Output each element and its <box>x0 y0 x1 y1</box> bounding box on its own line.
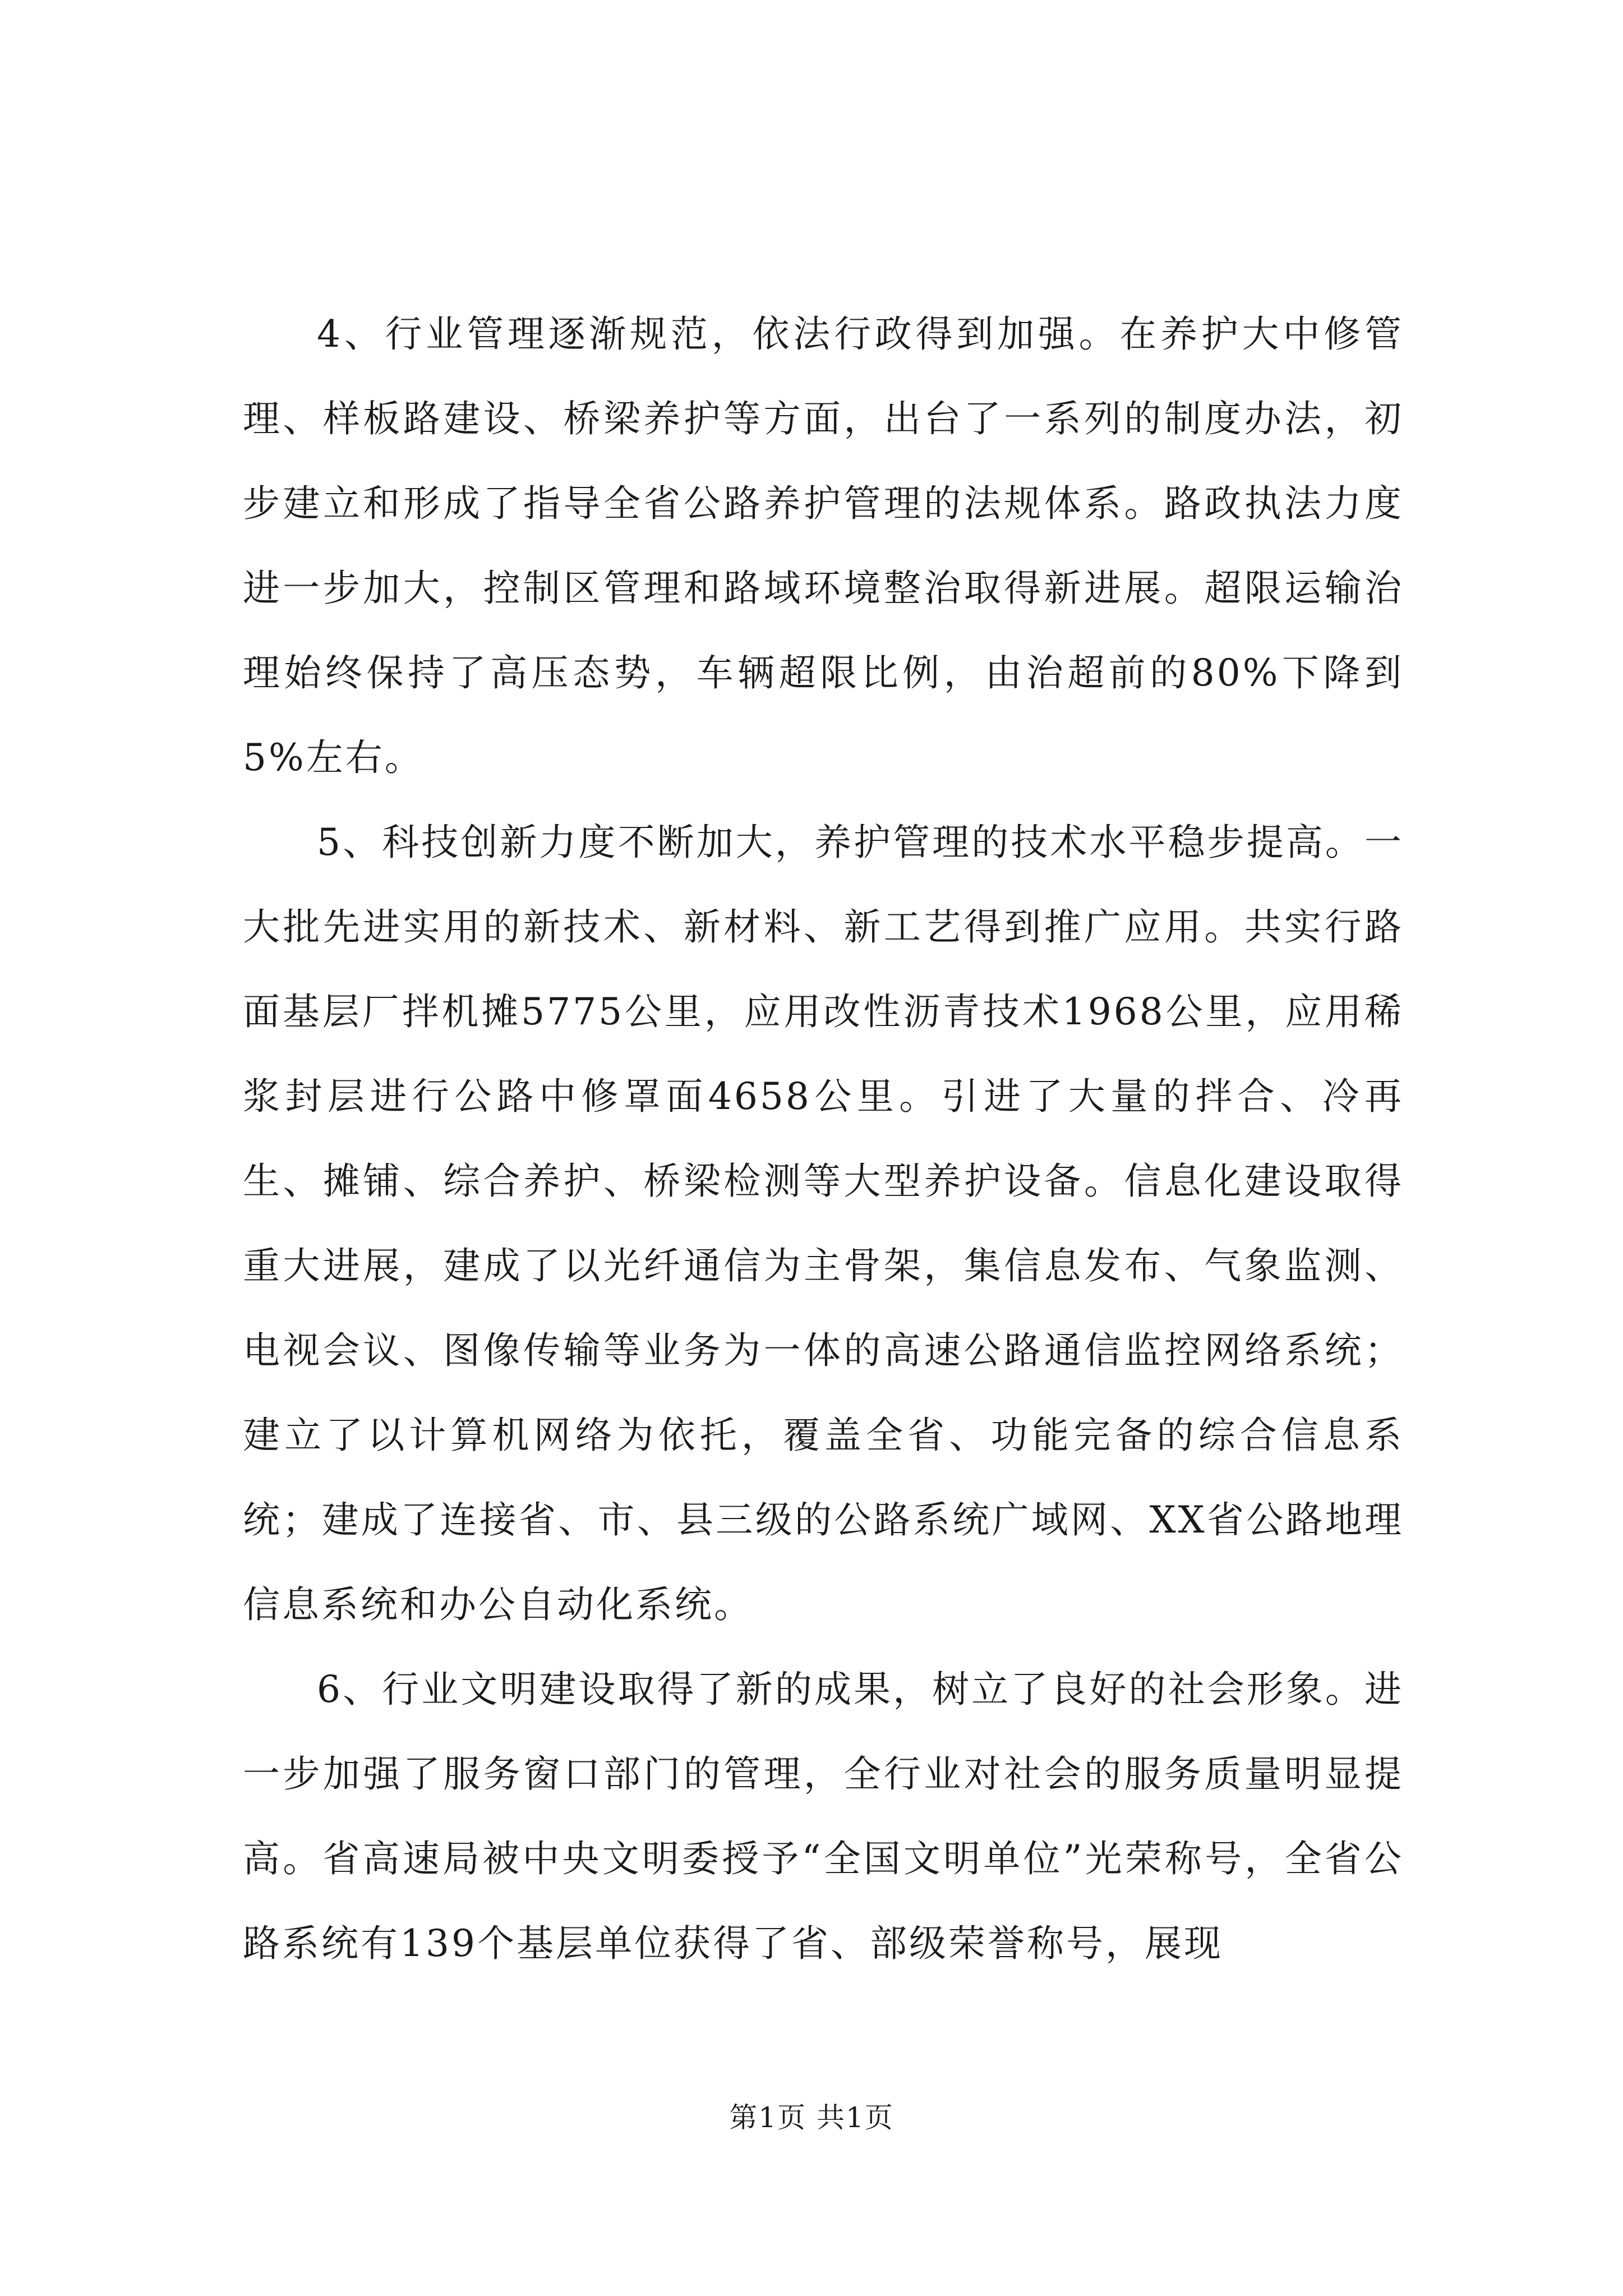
paragraph-6: 6、行业文明建设取得了新的成果，树立了良好的社会形象。进一步加强了服务窗口部门的管理，全行业对社会的服务质量明显提高。省高速局被中央文明委授予“全国文明单位”光荣称号，全省公路系统有139个基层单位获得了省、部级荣誉称号，展现 <box>243 1668 1404 1965</box>
paragraph-4: 4、行业管理逐渐规范，依法行政得到加强。在养护大中修管理、样板路建设、桥梁养护等方面，出台了一系列的制度办法，初步建立和形成了指导全省公路养护管理的法规体系。路政执法力度进一步加大，控制区管理和路域环境整治取得新进展。超限运输治理始终保持了高压态势，车辆超限比例，由治超前的80%下降到5%左右。 <box>243 312 1404 779</box>
paragraph-5: 5、科技创新力度不断加大，养护管理的技术水平稳步提高。一大批先进实用的新技术、新材料、新工艺得到推广应用。共实行路面基层厂拌机摊5775公里，应用改性沥青技术1968公里，应用稀浆封层进行公路中修罩面4658公里。引进了大量的拌合、冷再生、摊铺、综合养护、桥梁检测等大型养护设备。信息化建设取得重大进展，建成了以光纤通信为主骨架，集信息发布、气象监测、电视会议、图像传输等业务为一体的高速公路通信监控网络系统；建立了以计算机网络为依托，覆盖全省、功能完备的综合信息系统；建成了连接省、市、县三级的公路系统广域网、XX省公路地理信息系统和办公自动化系统。 <box>243 821 1404 1626</box>
document-body <box>243 292 1404 1986</box>
page-number-footer: 第1页 共1页 <box>729 2101 894 2134</box>
